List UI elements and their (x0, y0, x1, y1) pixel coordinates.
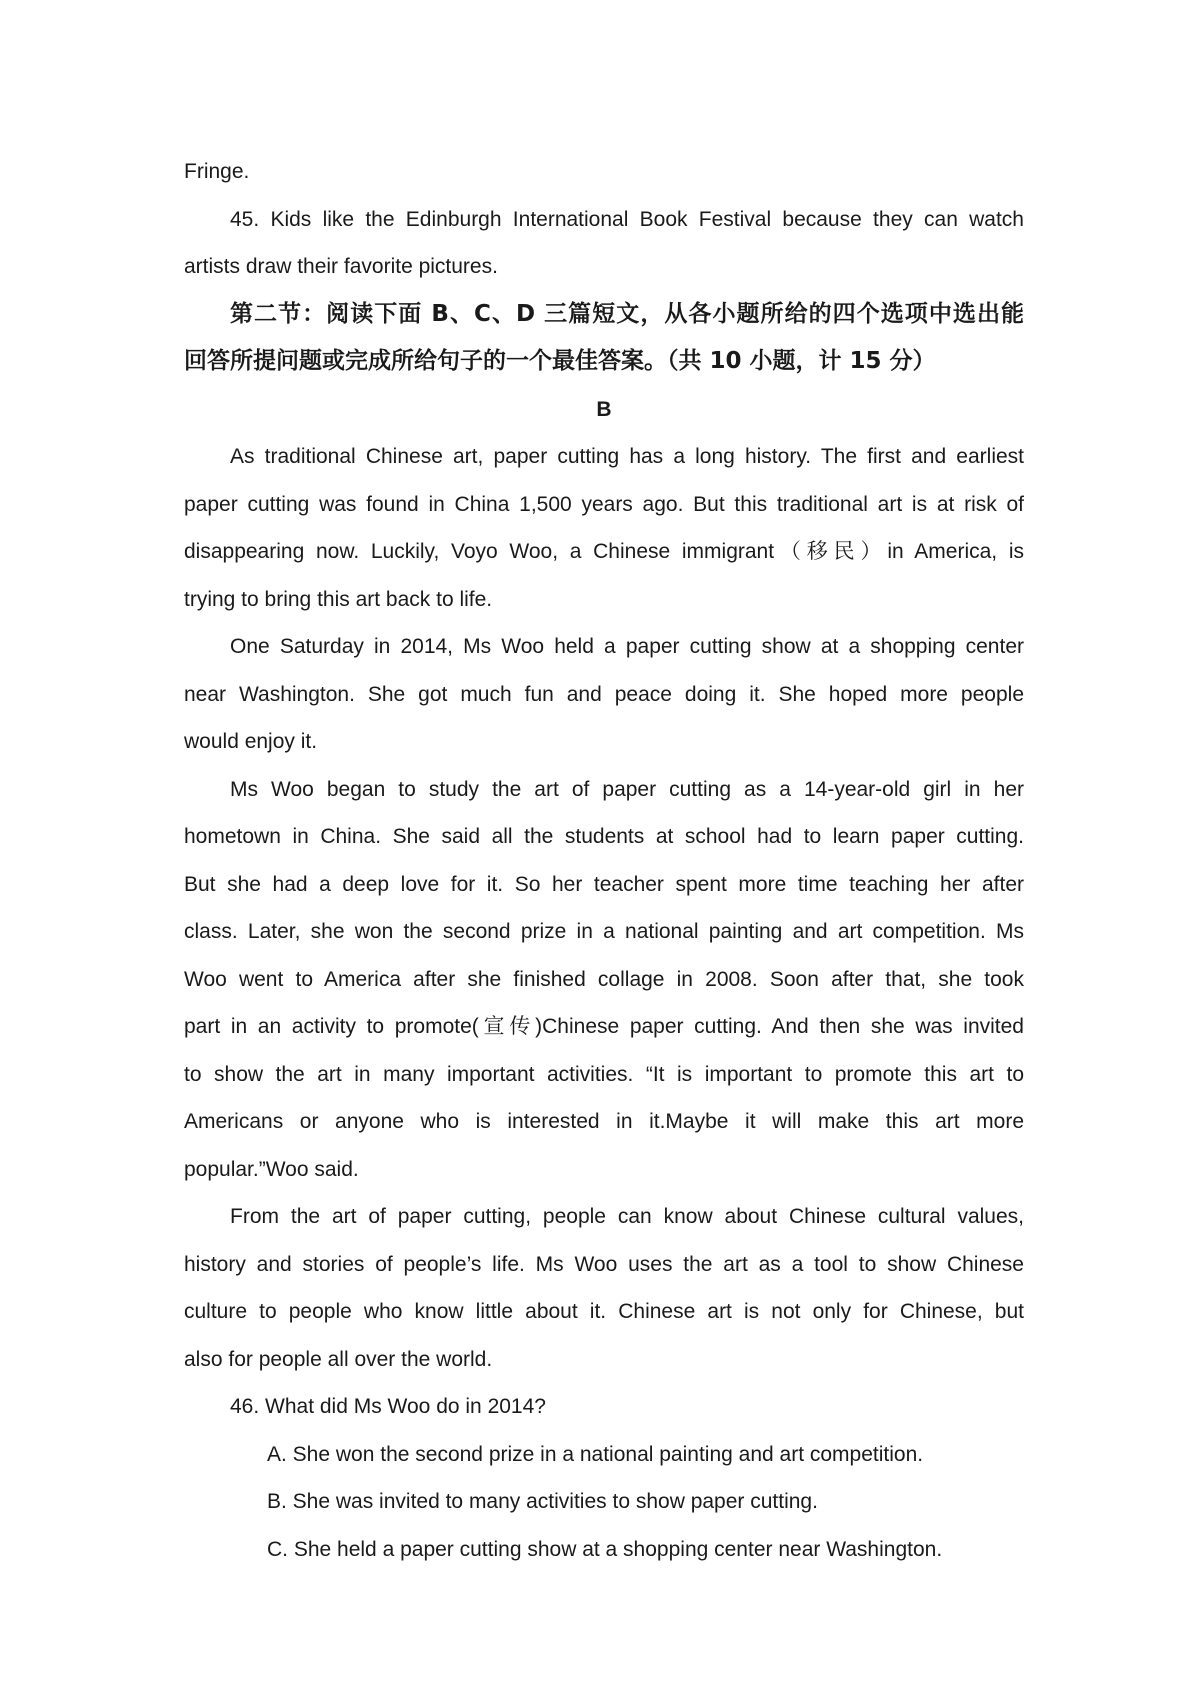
paragraph-3-line-5: Woo went to America after she finished collage in 2008. Soon after that, she took (184, 967, 1024, 991)
document-page (184, 148, 1024, 1573)
passage-label: B (596, 397, 612, 421)
question-46-option-c: C. She held a paper cutting show at a shopping center near Washington. (267, 1537, 943, 1561)
paragraph-3-line-9: popular.”Woo said. (184, 1157, 359, 1181)
question-45-line-2: artists draw their favorite pictures. (184, 255, 498, 278)
paragraph-4-line-3: culture to people who know little about it. Chinese art is not only for Chinese, but (184, 1300, 1024, 1323)
section-heading-line-2: 回答所提问题或完成所给句子的一个最佳答案。（共 10 小题，计 15 分） (184, 348, 936, 374)
paragraph-3-line-8: Americans or anyone who is interested in it.Maybe it will make this art more (184, 1110, 1024, 1133)
paragraph-3-line-2: hometown in China. She said all the students at school had to learn paper cutting. (184, 825, 1024, 848)
question-46-stem: 46. What did Ms Woo do in 2014? (230, 1395, 546, 1418)
paragraph-2-line-1: One Saturday in 2014, Ms Woo held a paper cutting show at a shopping center (230, 635, 1024, 658)
paragraph-1-line-4: trying to bring this art back to life. (184, 587, 493, 611)
paragraph-4-line-4: also for people all over the world. (184, 1347, 493, 1371)
paragraph-2-line-2: near Washington. She got much fun and peace doing it. She hoped more people (184, 682, 1024, 706)
question-46-option-a: A. She won the second prize in a national painting and art competition. (267, 1442, 924, 1466)
paragraph-3-line-3: But she had a deep love for it. So her teacher spent more time teaching her after (184, 872, 1024, 896)
paragraph-3-line-6: part in an activity to promote(宣传)Chinese paper cutting. And then she was invited (184, 1015, 1024, 1038)
paragraph-4-line-2: history and stories of people’s life. Ms Woo uses the art as a tool to show Chinese (184, 1252, 1024, 1276)
section-heading-line-1: 第二节：阅读下面 B、C、D 三篇短文，从各小题所给的四个选项中选出能 (230, 300, 1024, 327)
question-46-option-b: B. She was invited to many activities to show paper cutting. (267, 1490, 818, 1513)
paragraph-1-line-1: As traditional Chinese art, paper cutting has a long history. The first and earliest (230, 445, 1024, 468)
paragraph-1-line-3: disappearing now. Luckily, Voyo Woo, a Chinese immigrant（移民）in America, is (184, 540, 1024, 563)
paragraph-3-line-1: Ms Woo began to study the art of paper cutting as a 14-year-old girl in her (230, 777, 1024, 801)
paragraph-4-line-1: From the art of paper cutting, people can know about Chinese cultural values, (230, 1205, 1024, 1228)
paragraph-3-line-7: to show the art in many important activities. “It is important to promote this art to (184, 1062, 1024, 1086)
paragraph-3-line-4: class. Later, she won the second prize in a national painting and art competition. Ms (184, 920, 1024, 943)
text-line-fringe: Fringe. (184, 160, 250, 183)
paragraph-2-line-3: would enjoy it. (184, 730, 318, 753)
paragraph-1-line-2: paper cutting was found in China 1,500 years ago. But this traditional art is at risk of (184, 492, 1024, 516)
question-45-line-1: 45. Kids like the Edinburgh International Book Festival because they can watch (230, 207, 1024, 231)
